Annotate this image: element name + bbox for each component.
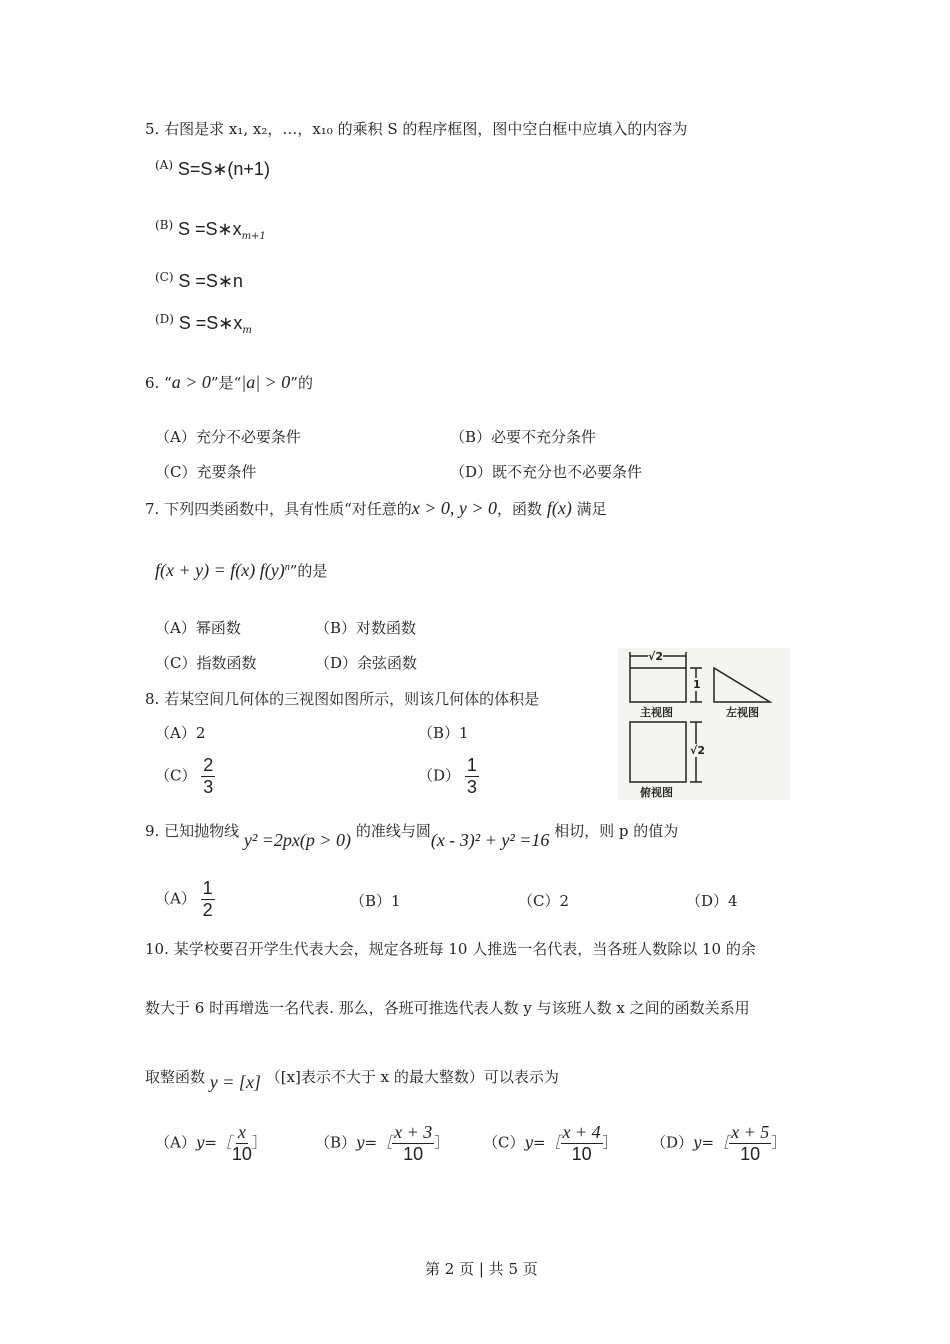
q10-line1: 10. 某学校要召开学生代表大会，规定各班每 10 人推选一名代表，当各班人数除以 10 的余 [145,940,756,958]
q6-option-d: （D）既不充分也不必要条件 [450,463,643,481]
q8-option-b: （B）1 [418,724,469,742]
q10-line2: 数大于 6 时再增选一名代表. 那么，各班可推选代表人数 y 与该班人数 x 之间的函数关系用 [145,999,750,1017]
q9-stem: 9. 已知抛物线 y² =2px(p > 0) 的准线与圆(x - 3)² + y² =16 相切，则 p 的值为 [145,822,679,850]
q6-option-b: （B）必要不充分条件 [450,428,597,446]
q7-option-d: （D）余弦函数 [315,654,418,672]
three-view-figure: √2 1 √2 主视图 左视图 俯视图 [618,648,790,800]
q6-option-c: （C）充要条件 [155,463,257,481]
q7-option-b: （B）对数函数 [315,619,417,637]
q8-option-d: （D） $\frac{1}{3}$ [418,755,477,797]
q6-stem: 6. “a > 0”是“|a| > 0”的 [145,372,313,392]
q5-option-b: $^{(B)}$ $S =S∗x_{m+1}$ [155,218,266,242]
q5-option-d: $^{(D)}$ $S =S∗x_m$ [155,312,252,336]
q7-option-c: （C）指数函数 [155,654,257,672]
three-view-drawing [618,648,790,800]
q8-option-c: （C） $\frac{2}{3}$ [155,755,214,797]
q9-option-b: （B）1 [350,892,401,910]
q9-option-d: （D）4 [686,892,738,910]
q5-stem: 5. 右图是求 x₁, x₂，…，x₁₀ 的乘积 S 的程序框图，图中空白框中应填入的内容为 [145,120,688,138]
q9-option-c: （C）2 [518,892,570,910]
q10-option-b: （B）y=［ $\frac{x + 3}{10}$ ］ [315,1122,450,1164]
q7-option-a: （A）幂函数 [155,619,241,637]
q8-stem: 8. 若某空间几何体的三视图如图所示，则该几何体的体积是 [145,690,540,708]
page-footer: 第 2 页 | 共 5 页 [425,1260,538,1278]
q5-option-a: $^{(A)}$ S=S∗(n+1) [155,158,270,179]
q7-stem-cont: f(x + y) = f(x) $f(y)^n$”的是 [155,560,328,580]
q10-option-c: （C）y=［ $\frac{x + 4}{10}$ ］ [483,1122,618,1164]
q8-option-a: （A）2 [155,724,206,742]
q5-option-c: $^{(C)}$ S =S∗n [155,270,243,291]
q10-line3: 取整函数 y = [x] （[x]表示不大于 x 的最大整数）可以表示为 [145,1068,559,1092]
q10-option-d: （D）y=［ $\frac{x + 5}{10}$ ］ [651,1122,787,1164]
q10-option-a: （A）y=［ $\frac{x}{10}$ ］ [155,1122,267,1164]
q7-stem: 7. 下列四类函数中，具有性质“对任意的x > 0, y > 0，函数 f(x) 满足 [145,498,607,518]
q6-option-a: （A）充分不必要条件 [155,428,301,446]
q9-option-a: （A） $\frac{1}{2}$ [155,878,213,920]
